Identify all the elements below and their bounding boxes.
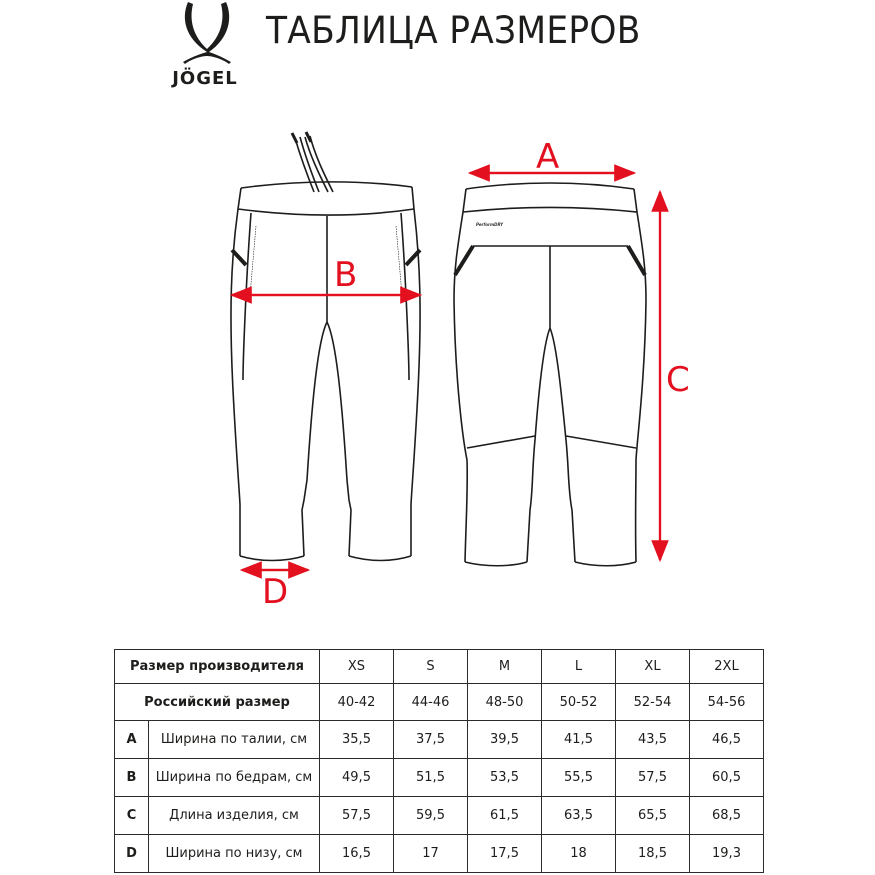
header-row-russian-size (115, 684, 764, 721)
measurement-value: 55,5 (542, 759, 616, 797)
manufacturer-size-label: Размер производителя (115, 650, 320, 684)
dimension-label-a: A (536, 137, 560, 177)
measurement-value: 59,5 (394, 797, 468, 835)
size-cell: XS (320, 650, 394, 684)
measurement-value: 46,5 (690, 721, 764, 759)
table-row-length (115, 797, 764, 835)
measurement-value: 18 (542, 835, 616, 873)
table-row-hem-width (115, 835, 764, 873)
measurement-letter: C (115, 797, 149, 835)
russian-size-cell: 44-46 (394, 684, 468, 721)
size-cell: 2XL (690, 650, 764, 684)
measurement-letter: A (115, 721, 149, 759)
russian-size-label: Российский размер (115, 684, 320, 721)
size-cell: M (468, 650, 542, 684)
measurement-value: 60,5 (690, 759, 764, 797)
measurement-value: 63,5 (542, 797, 616, 835)
front-view-pants (231, 132, 420, 561)
measurement-value: 37,5 (394, 721, 468, 759)
measurement-name: Ширина по низу, см (149, 835, 320, 873)
measurement-name: Ширина по талии, см (149, 721, 320, 759)
svg-text:JÖGEL: JÖGEL (172, 68, 238, 89)
dimension-label-d: D (262, 572, 289, 612)
measurement-letter: D (115, 835, 149, 873)
russian-size-cell: 50-52 (542, 684, 616, 721)
measurement-value: 53,5 (468, 759, 542, 797)
size-cell: L (542, 650, 616, 684)
measurement-letter: B (115, 759, 149, 797)
measurement-value: 16,5 (320, 835, 394, 873)
performdry-print: PerformDRY (476, 222, 504, 227)
russian-size-cell: 52-54 (616, 684, 690, 721)
measurement-name: Длина изделия, см (149, 797, 320, 835)
dimension-label-c: C (666, 360, 690, 400)
russian-size-cell: 48-50 (468, 684, 542, 721)
header-row-manufacturer-size (115, 650, 764, 684)
measurement-value: 43,5 (616, 721, 690, 759)
measurement-value: 51,5 (394, 759, 468, 797)
measurement-value: 61,5 (468, 797, 542, 835)
size-cell: S (394, 650, 468, 684)
size-chart-table (114, 649, 764, 873)
measurement-value: 41,5 (542, 721, 616, 759)
measurement-value: 19,3 (690, 835, 764, 873)
measurement-value: 35,5 (320, 721, 394, 759)
table-row-waist-width (115, 721, 764, 759)
measurement-value: 57,5 (616, 759, 690, 797)
page-title: ТАБЛИЦА РАЗМЕРОВ (266, 9, 641, 52)
measurement-name: Ширина по бедрам, см (149, 759, 320, 797)
measurement-value: 68,5 (690, 797, 764, 835)
russian-size-cell: 54-56 (690, 684, 764, 721)
russian-size-cell: 40-42 (320, 684, 394, 721)
measurement-value: 39,5 (468, 721, 542, 759)
size-cell: XL (616, 650, 690, 684)
measurement-value: 18,5 (616, 835, 690, 873)
dimension-label-b: B (334, 255, 358, 295)
measurement-value: 17,5 (468, 835, 542, 873)
measurement-value: 65,5 (616, 797, 690, 835)
measurement-value: 57,5 (320, 797, 394, 835)
table-row-hip-width (115, 759, 764, 797)
back-view-pants (454, 183, 646, 566)
measurement-value: 17 (394, 835, 468, 873)
measurement-value: 49,5 (320, 759, 394, 797)
